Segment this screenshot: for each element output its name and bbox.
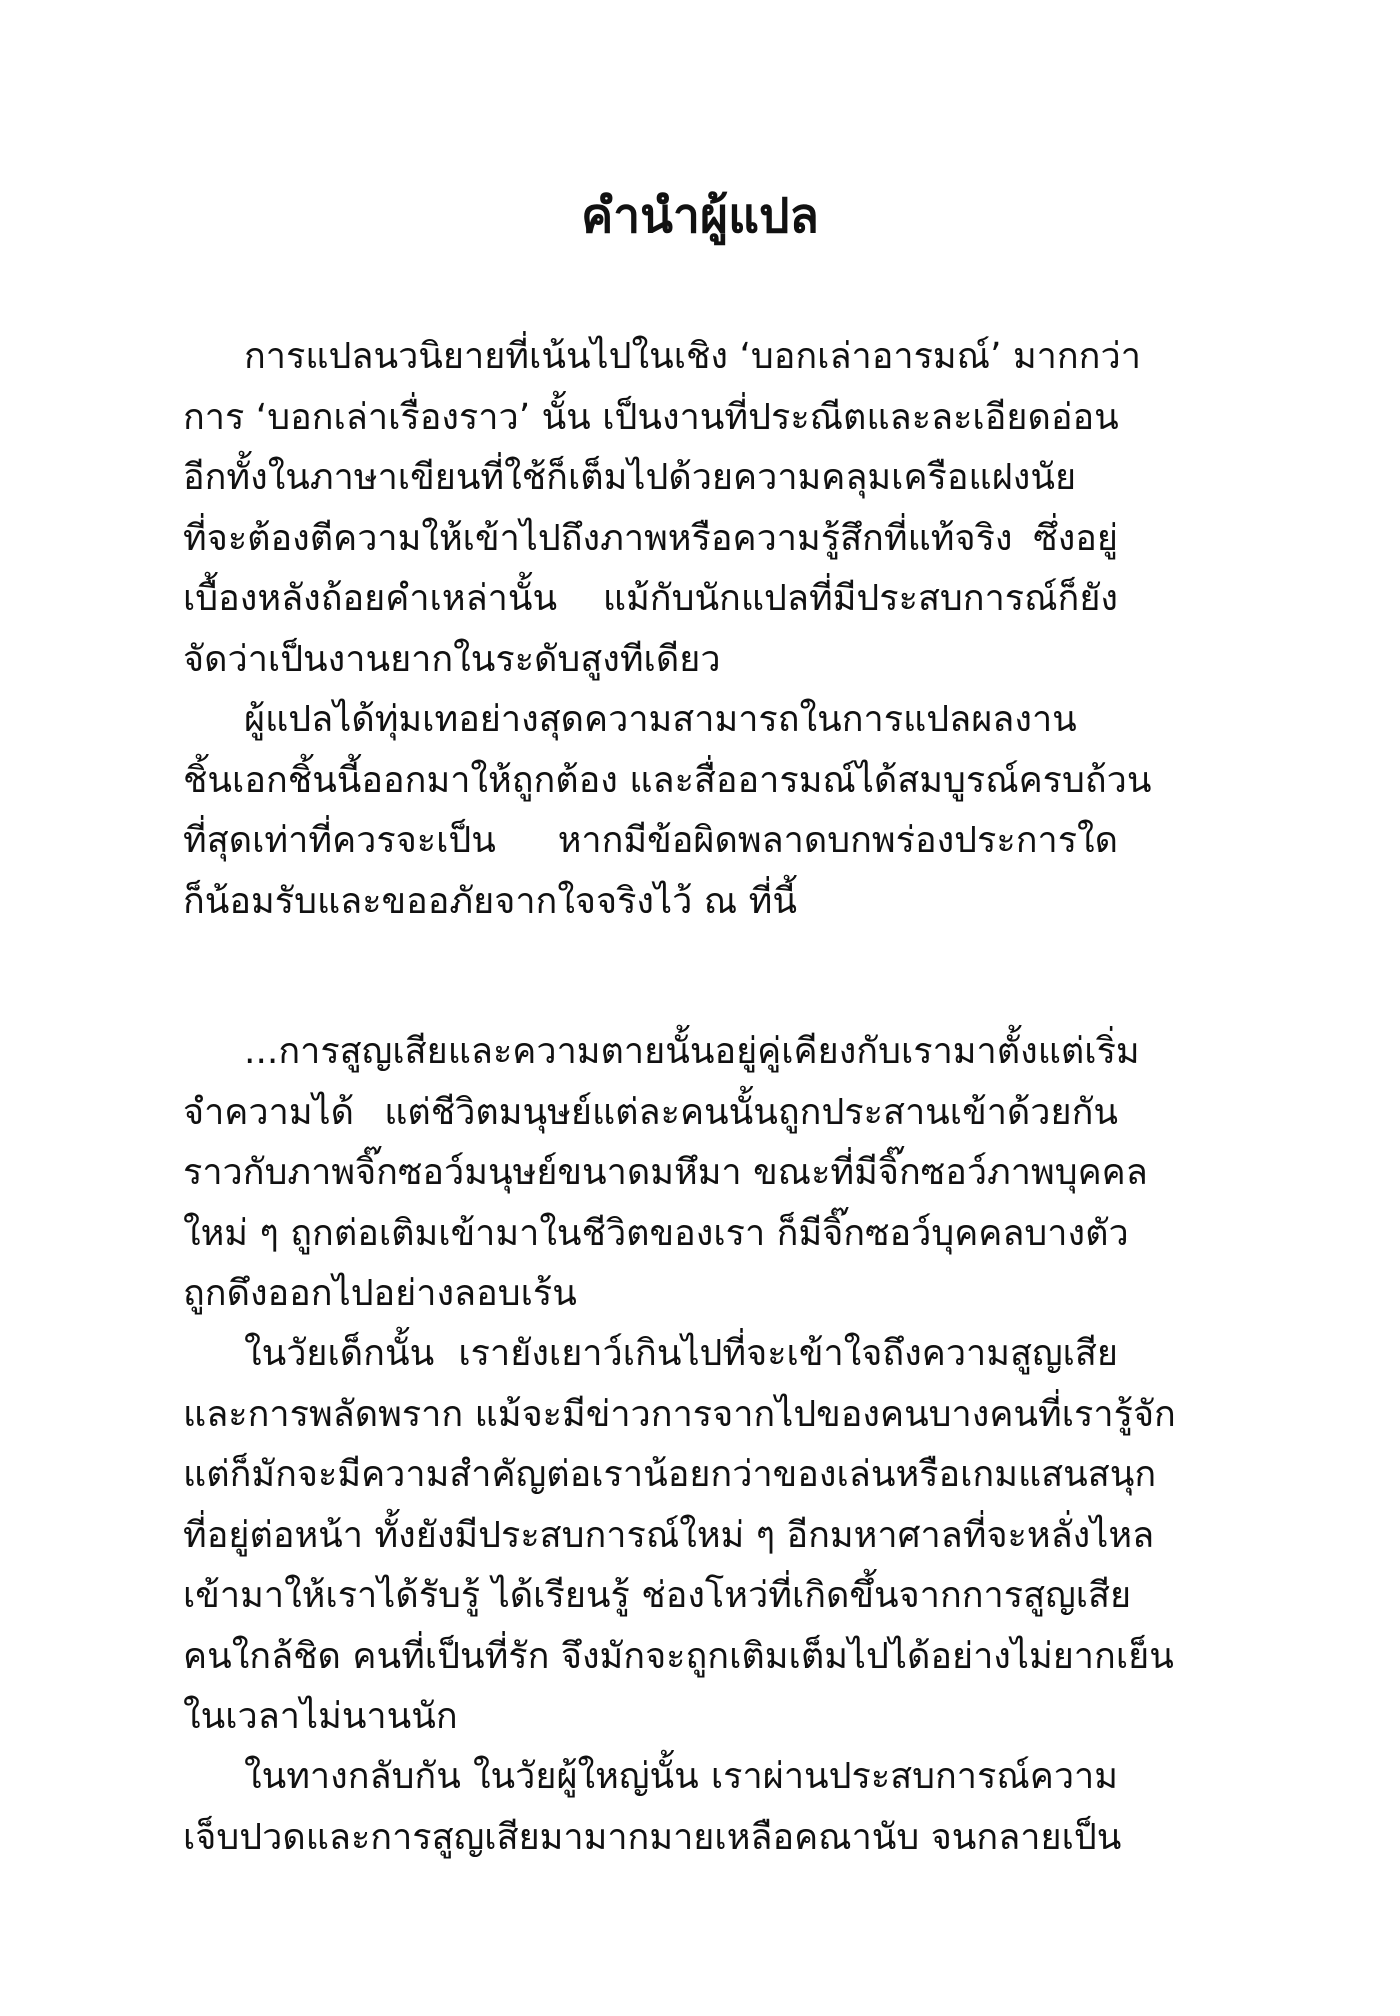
paragraph-5 [183, 1747, 1122, 1868]
paragraph-line: และการพลัดพราก แม้จะมีข่าวการจากไปของคนบางคนที่เรารู้จัก [183, 1393, 1176, 1435]
paragraph-line: ราวกับภาพจิ๊กซอว์มนุษย์ขนาดมหึมา ขณะที่มีจิ๊กซอว์ภาพบุคคล [183, 1152, 1148, 1193]
paragraph-line: อีกทั้งในภาษาเขียนที่ใช้ก็เต็มไปด้วยความคลุมเครือแฝงนัย [183, 457, 1077, 498]
page-title: คำนำผู้แปล [581, 188, 819, 244]
paragraph-line: ที่จะต้องตีความให้เข้าไปถึงภาพหรือความรู้สึกที่แท้จริง ซึ่งอยู่ [183, 517, 1118, 559]
paragraph-1 [183, 327, 1141, 690]
paragraph-line: จำความได้ แต่ชีวิตมนุษย์แต่ละคนนั้นถูกประสานเข้าด้วยกัน [183, 1091, 1118, 1133]
paragraph-line: เบื้องหลังถ้อยคำเหล่านั้น แม้กับนักแปลที่มีประสบการณ์ก็ยัง [183, 578, 1118, 619]
paragraph-3 [183, 1022, 1148, 1325]
paragraph-4 [183, 1324, 1176, 1748]
paragraph-line: ในทางกลับกัน ในวัยผู้ใหญ่นั้น เราผ่านประสบการณ์ความ [244, 1756, 1118, 1797]
paragraph-line: ชิ้นเอกชิ้นนี้ออกมาให้ถูกต้อง และสื่ออารมณ์ได้สมบูรณ์ครบถ้วน [183, 759, 1152, 801]
paragraph-line: ก็น้อมรับและขออภัยจากใจจริงไว้ ณ ที่นี้ [183, 880, 797, 922]
paragraph-line: เข้ามาให้เราได้รับรู้ ได้เรียนรู้ ช่องโหว่ที่เกิดขึ้นจากการสูญเสีย [183, 1575, 1132, 1616]
paragraph-line: ใหม่ ๆ ถูกต่อเติมเข้ามาในชีวิตของเรา ก็มีจิ๊กซอว์บุคคลบางตัว [183, 1212, 1129, 1254]
paragraph-line: ถูกดึงออกไปอย่างลอบเร้น [183, 1273, 577, 1314]
paragraph-line: จัดว่าเป็นงานยากในระดับสูงทีเดียว [183, 638, 721, 680]
paragraph-line: ...การสูญเสียและความตายนั้นอยู่คู่เคียงกับเรามาตั้งแต่เริ่ม [244, 1031, 1140, 1072]
paragraph-line: ในวัยเด็กนั้น เรายังเยาว์เกินไปที่จะเข้าใจถึงความสูญเสีย [244, 1333, 1118, 1374]
paragraph-line: แต่ก็มักจะมีความสำคัญต่อเราน้อยกว่าของเล่นหรือเกมแสนสนุก [183, 1454, 1157, 1495]
paragraph-line: เจ็บปวดและการสูญเสียมามากมายเหลือคณานับ จนกลายเป็น [183, 1816, 1122, 1858]
paragraph-line: การแปลนวนิยายที่เน้นไปในเชิง ‘บอกเล่าอารมณ์’ มากกว่า [244, 336, 1141, 377]
paragraph-line: การ ‘บอกเล่าเรื่องราว’ นั้น เป็นงานที่ประณีตและละเอียดอ่อน [183, 396, 1119, 438]
paragraph-line: ที่อยู่ต่อหน้า ทั้งยังมีประสบการณ์ใหม่ ๆ อีกมหาศาลที่จะหลั่งไหล [183, 1514, 1155, 1556]
paragraph-line: คนใกล้ชิด คนที่เป็นที่รัก จึงมักจะถูกเติมเต็มไปได้อย่างไม่ยากเย็น [183, 1635, 1174, 1677]
paragraph-line: ที่สุดเท่าที่ควรจะเป็น หากมีข้อผิดพลาดบกพร่องประการใด [183, 820, 1118, 861]
paragraph-2 [183, 690, 1152, 932]
paragraph-line: ผู้แปลได้ทุ่มเทอย่างสุดความสามารถในการแปลผลงาน [244, 699, 1077, 740]
paragraph-line: ในเวลาไม่นานนัก [183, 1696, 458, 1737]
